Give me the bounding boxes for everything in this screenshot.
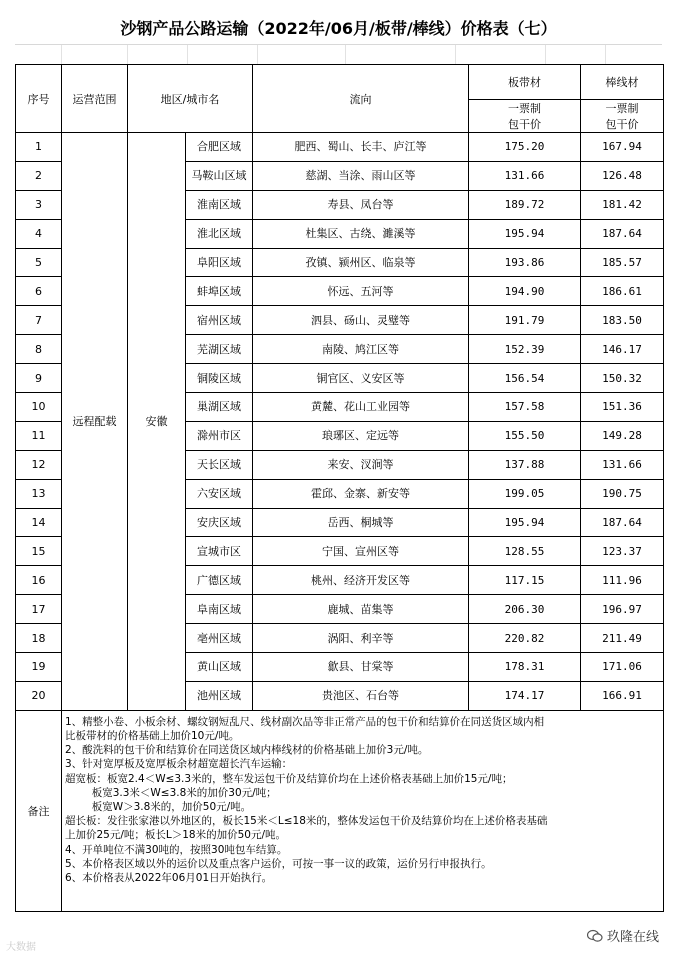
header-bar-sub2: 包干价 — [605, 118, 639, 131]
row-city: 马鞍山区域 — [186, 161, 253, 190]
row-plate-price: 206.30 — [469, 595, 581, 624]
row-bar-price: 186.61 — [581, 277, 664, 306]
row-city: 阜南区域 — [186, 595, 253, 624]
row-flow: 肥西、蜀山、长丰、庐江等 — [253, 133, 469, 162]
row-seq: 13 — [16, 479, 62, 508]
row-bar-price: 187.64 — [581, 219, 664, 248]
row-plate-price: 156.54 — [469, 364, 581, 393]
row-seq: 6 — [16, 277, 62, 306]
row-plate-price: 195.94 — [469, 508, 581, 537]
row-city: 天长区域 — [186, 450, 253, 479]
note-line: 4、开单吨位不满30吨的，按照30吨包车结算。 — [65, 843, 288, 856]
row-flow: 寿县、凤台等 — [253, 190, 469, 219]
row-bar-price: 211.49 — [581, 624, 664, 653]
row-city: 池州区域 — [186, 681, 253, 710]
row-plate-price: 199.05 — [469, 479, 581, 508]
row-flow: 慈湖、当涂、雨山区等 — [253, 161, 469, 190]
row-flow: 霍邱、金寨、新安等 — [253, 479, 469, 508]
header-plate: 板带材 — [469, 65, 581, 100]
row-seq: 4 — [16, 219, 62, 248]
note-line: 上加价25元/吨；板长L＞18米的加价50元/吨。 — [65, 829, 287, 842]
row-seq: 14 — [16, 508, 62, 537]
row-seq: 12 — [16, 450, 62, 479]
header-plate-sub — [469, 100, 581, 133]
row-bar-price: 146.17 — [581, 335, 664, 364]
row-seq: 19 — [16, 653, 62, 682]
row-seq: 3 — [16, 190, 62, 219]
row-plate-price: 189.72 — [469, 190, 581, 219]
note-line: 2、酸洗料的包干价和结算价在同送货区域内棒线材的价格基础上加价3元/吨。 — [65, 744, 429, 757]
row-plate-price: 152.39 — [469, 335, 581, 364]
header-seq: 序号 — [16, 65, 62, 133]
wechat-icon — [587, 929, 603, 943]
row-flow: 铜官区、义安区等 — [253, 364, 469, 393]
row-plate-price: 178.31 — [469, 653, 581, 682]
header-scope: 运营范围 — [62, 65, 128, 133]
row-city: 六安区域 — [186, 479, 253, 508]
row-plate-price: 137.88 — [469, 450, 581, 479]
row-plate-price: 174.17 — [469, 681, 581, 710]
row-bar-price: 166.91 — [581, 681, 664, 710]
row-bar-price: 150.32 — [581, 364, 664, 393]
row-city: 宣城市区 — [186, 537, 253, 566]
note-line: 6、本价格表从2022年06月01日开始执行。 — [65, 872, 273, 885]
row-flow: 来安、汊涧等 — [253, 450, 469, 479]
row-flow: 黄麓、花山工业园等 — [253, 393, 469, 422]
row-plate-price: 157.58 — [469, 393, 581, 422]
header-plate-sub2: 包干价 — [508, 118, 541, 131]
row-seq: 18 — [16, 624, 62, 653]
note-line: 5、本价格表区域以外的运价以及重点客户运价，可按一事一议的政策，运价另行申报执行。 — [65, 857, 492, 870]
row-bar-price: 196.97 — [581, 595, 664, 624]
row-plate-price: 155.50 — [469, 421, 581, 450]
spreadsheet-grid-row — [15, 44, 662, 65]
notes-label: 备注 — [16, 710, 62, 911]
row-flow: 岳西、桐城等 — [253, 508, 469, 537]
row-flow: 孜镇、颍州区、临泉等 — [253, 248, 469, 277]
row-seq: 11 — [16, 421, 62, 450]
row-flow: 琅琊区、定远等 — [253, 421, 469, 450]
row-bar-price: 151.36 — [581, 393, 664, 422]
row-flow: 南陵、鸠江区等 — [253, 335, 469, 364]
header-bar: 棒线材 — [581, 65, 664, 100]
row-seq: 16 — [16, 566, 62, 595]
row-seq: 15 — [16, 537, 62, 566]
row-city: 淮南区域 — [186, 190, 253, 219]
row-plate-price: 175.20 — [469, 133, 581, 162]
header-region: 地区/城市名 — [128, 65, 253, 133]
scope-cell: 远程配载 — [62, 133, 128, 711]
row-city: 亳州区域 — [186, 624, 253, 653]
note-line: 比板带材的价格基础上加价10元/吨。 — [65, 730, 240, 743]
price-table — [15, 64, 664, 912]
row-plate-price: 131.66 — [469, 161, 581, 190]
notes-content — [62, 710, 664, 911]
row-plate-price: 220.82 — [469, 624, 581, 653]
row-bar-price: 171.06 — [581, 653, 664, 682]
row-bar-price: 111.96 — [581, 566, 664, 595]
row-city: 合肥区域 — [186, 133, 253, 162]
row-seq: 20 — [16, 681, 62, 710]
row-plate-price: 195.94 — [469, 219, 581, 248]
province-cell: 安徽 — [128, 133, 186, 711]
row-seq: 9 — [16, 364, 62, 393]
row-plate-price: 193.86 — [469, 248, 581, 277]
note-line: 板宽3.3米＜W≤3.8米的加价30元/吨； — [65, 786, 277, 799]
row-bar-price: 126.48 — [581, 161, 664, 190]
row-seq: 1 — [16, 133, 62, 162]
row-seq: 8 — [16, 335, 62, 364]
row-flow: 宁国、宣州区等 — [253, 537, 469, 566]
row-plate-price: 191.79 — [469, 306, 581, 335]
watermark-left: 大数据 — [6, 942, 36, 953]
row-city: 阜阳区域 — [186, 248, 253, 277]
row-city: 宿州区域 — [186, 306, 253, 335]
row-flow: 怀远、五河等 — [253, 277, 469, 306]
row-city: 巢湖区域 — [186, 393, 253, 422]
row-city: 广德区域 — [186, 566, 253, 595]
row-flow: 歙县、甘棠等 — [253, 653, 469, 682]
row-bar-price: 131.66 — [581, 450, 664, 479]
row-plate-price: 194.90 — [469, 277, 581, 306]
row-city: 安庆区域 — [186, 508, 253, 537]
note-line: 超宽板：板宽2.4＜W≤3.3米的，整车发运包干价及结算价均在上述价格表基础上加价15元/吨； — [65, 772, 513, 785]
row-plate-price: 128.55 — [469, 537, 581, 566]
note-line: 1、精整小卷、小板余材、螺纹钢短乱尺、线材副次品等非正常产品的包干价和结算价在同送货区域内相 — [65, 715, 545, 728]
header-bar-sub1: 一票制 — [605, 102, 639, 115]
header-bar-sub — [581, 100, 664, 133]
row-city: 滁州市区 — [186, 421, 253, 450]
row-bar-price: 190.75 — [581, 479, 664, 508]
header-flow: 流向 — [253, 65, 469, 133]
table-row — [16, 133, 664, 162]
row-flow: 桃州、经济开发区等 — [253, 566, 469, 595]
row-plate-price: 117.15 — [469, 566, 581, 595]
note-line: 超长板：发往张家港以外地区的，板长15米＜L≤18米的，整体发运包干价及结算价均在上述价格表基础 — [65, 815, 548, 828]
header-plate-sub1: 一票制 — [508, 102, 541, 115]
row-seq: 10 — [16, 393, 62, 422]
page-title: 沙钢产品公路运输（2022年/06月/板带/棒线）价格表（七） — [120, 19, 557, 38]
row-seq: 2 — [16, 161, 62, 190]
row-flow: 贵池区、石台等 — [253, 681, 469, 710]
watermark-right-text: 玖隆在线 — [606, 930, 659, 945]
row-bar-price: 183.50 — [581, 306, 664, 335]
note-line: 3、针对宽厚板及宽厚板余材超宽超长汽车运输： — [65, 758, 293, 771]
row-flow: 鹿城、苗集等 — [253, 595, 469, 624]
row-seq: 5 — [16, 248, 62, 277]
row-city: 芜湖区域 — [186, 335, 253, 364]
row-seq: 7 — [16, 306, 62, 335]
row-bar-price: 123.37 — [581, 537, 664, 566]
row-bar-price: 167.94 — [581, 133, 664, 162]
row-bar-price: 149.28 — [581, 421, 664, 450]
row-flow: 涡阳、利辛等 — [253, 624, 469, 653]
note-line: 板宽W＞3.8米的，加价50元/吨。 — [65, 801, 252, 814]
row-city: 蚌埠区域 — [186, 277, 253, 306]
row-city: 铜陵区域 — [186, 364, 253, 393]
row-flow: 泗县、砀山、灵璧等 — [253, 306, 469, 335]
row-bar-price: 181.42 — [581, 190, 664, 219]
row-city: 淮北区域 — [186, 219, 253, 248]
row-flow: 杜集区、古绕、濉溪等 — [253, 219, 469, 248]
row-city: 黄山区域 — [186, 653, 253, 682]
row-bar-price: 187.64 — [581, 508, 664, 537]
row-bar-price: 185.57 — [581, 248, 664, 277]
notes-row — [16, 710, 664, 911]
watermark-right — [587, 926, 659, 945]
row-seq: 17 — [16, 595, 62, 624]
